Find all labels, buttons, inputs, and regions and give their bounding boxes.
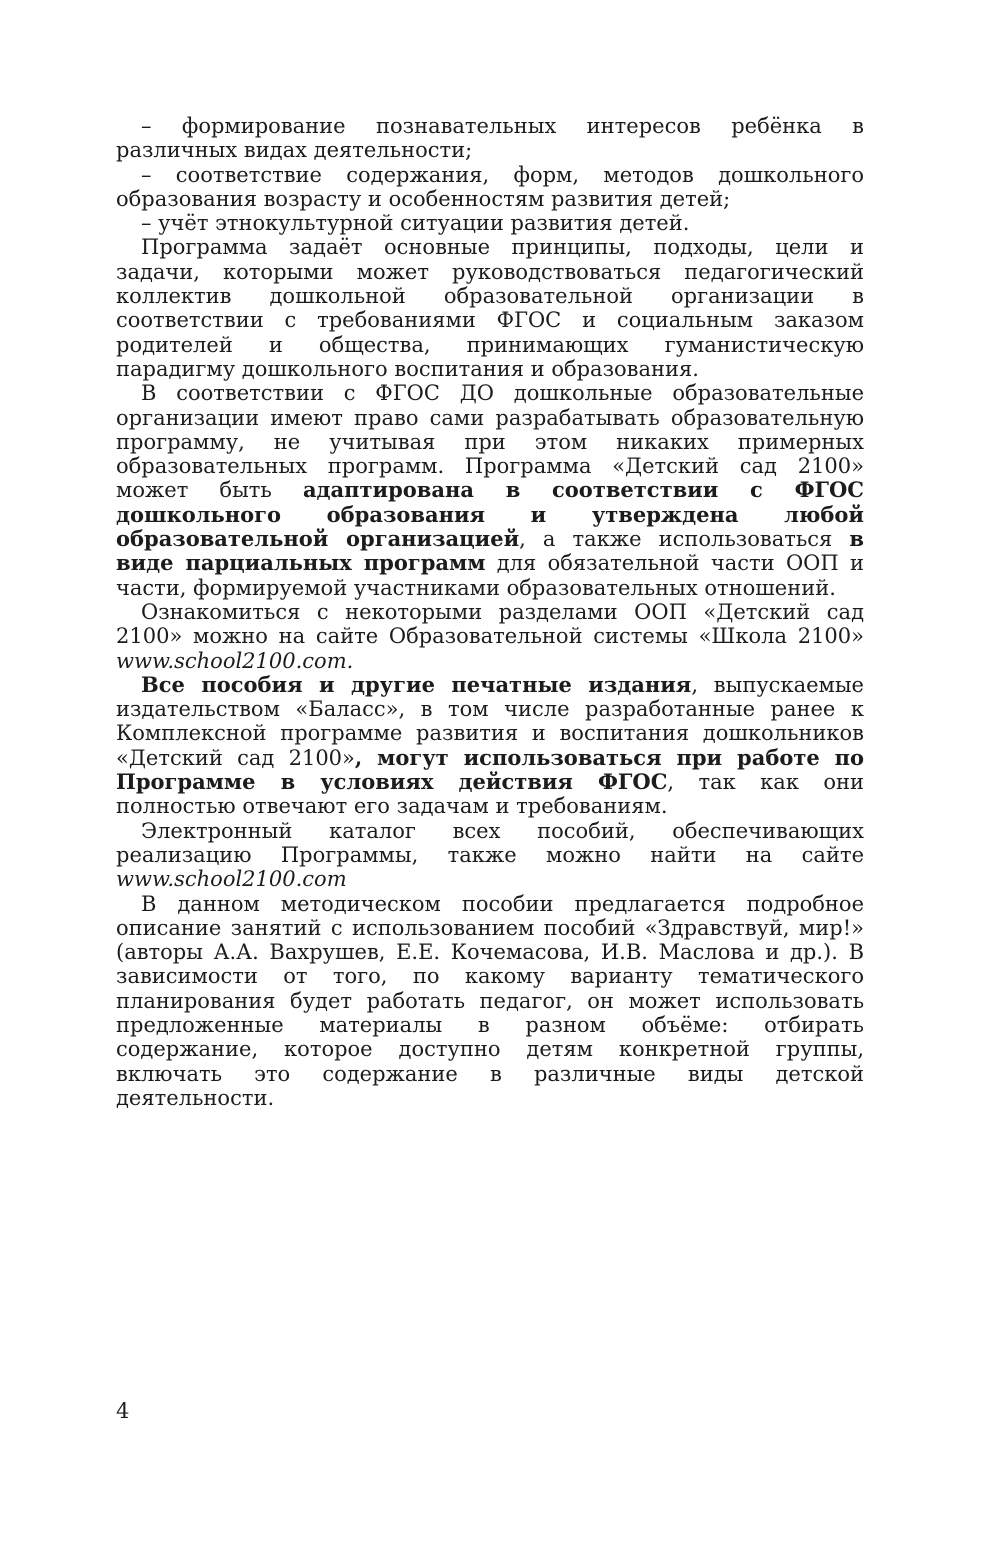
bullet-item: – учёт этнокультурной ситуации развития детей. [141,211,690,236]
paragraph-method: В данном методическом пособии предлагается подробное описание занятий с использованием пособий «Здравствуй, мир!» (авторы А.А. Вахрушев, Е.Е. Кочемасова, И.В. Маслова и др.). В зависимости от того, по какому варианту тематического планирования будет работать педагог, он может использовать предложенные материалы в разном объёме: отбирать содержание, которое доступно детям конкретной группы, включать это содержание в различные виды детской деятельности. [116,891,864,1110]
paragraph-site [116,600,864,673]
text-span: Ознакомиться с некоторыми разделами ООП «Детский сад 2100» можно на сайте Образовательной системы «Школа 2100» [116,599,864,649]
document-body [116,114,864,1110]
page-number: 4 [116,1399,130,1423]
bold-span: адаптирована в соответствии с ФГОС дошкольного образования и утверждена любой образовательной организацией [116,477,864,552]
website-link: www.school2100.com. [116,648,354,673]
text-span: Электронный каталог всех пособий, обеспечивающих реализацию Программы, также можно найти на сайте [116,818,864,867]
bullet-item: – формирование познавательных интересов ребёнка в различных видах деятельности; [116,114,864,163]
text-span: для обязательной части ООП и части, формируемой участниками образовательных отношений. [116,551,864,600]
paragraph-manuals [116,673,864,819]
paragraph-principles: Программа задаёт основные принципы, подходы, цели и задачи, которыми может руководствоваться педагогический коллектив дошкольной образовательной организации в соответствии с требованиями ФГОС и социальным заказом родителей и общества, принимающих гуманистическую парадигму дошкольного воспитания и образования. [116,235,864,381]
text-span: , а также использоваться [519,527,850,552]
paragraph-fgos [116,381,864,600]
bold-span: , могут использоваться при работе по Программе в условиях действия ФГОС [116,744,864,795]
bullet-item: – соответствие содержания, форм, методов дошкольного образования возрасту и особенностям развития детей; [116,162,864,211]
bold-span: в виде парциальных программ [116,526,864,576]
text-span: В соответствии с ФГОС ДО дошкольные образовательные организации имеют право сами разрабатывать образовательную программу, не учитывая при этом никаких примерных образовательных программ. Программа «Детский сад 2100» может быть [116,381,864,503]
text-span: , выпускаемые издательством «Баласс», в том числе разработанные ранее к Комплексной программе развития и воспитания дошкольников «Детский сад 2100» [116,672,864,770]
paragraph-catalog [116,819,864,892]
website-link: www.school2100.com [116,867,347,892]
bold-span: Все пособия и другие печатные издания [141,671,692,697]
text-span: , так как они полностью отвечают его задачам и требованиям. [116,770,864,819]
